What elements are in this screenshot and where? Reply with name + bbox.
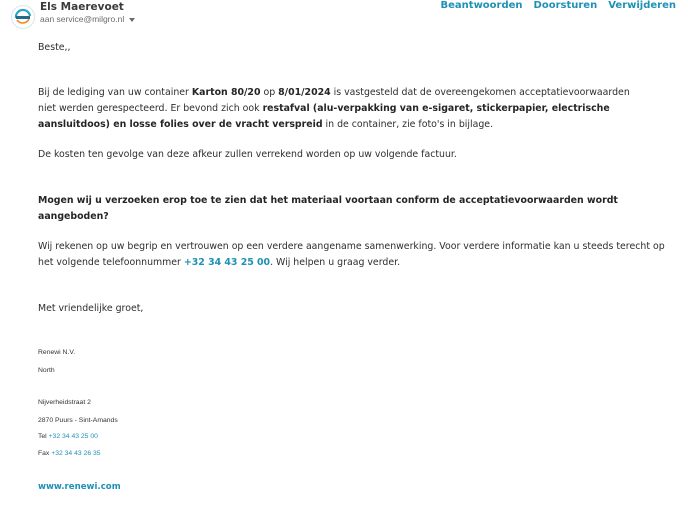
recipient-text: aan service@milgro.nl: [40, 14, 125, 24]
tel-label: Tel: [38, 433, 49, 440]
p4-text-2: . Wij helpen u graag verder.: [270, 257, 401, 268]
signature-city: 2870 Puurs - Sint-Amands: [38, 417, 118, 424]
p4-text-1: Wij rekenen op uw begrip en vertrouwen op een verdere aangename samenwerking. Voor verdere informatie kan u steeds terecht op het volgende telefoonnummer: [38, 241, 665, 268]
tel-link[interactable]: +32 34 43 25 00: [48, 433, 98, 440]
reply-button[interactable]: Beantwoorden: [440, 0, 523, 11]
signature-division: North: [38, 367, 55, 374]
delete-button[interactable]: Verwijderen: [608, 0, 676, 11]
waste-description: restafval (alu-verpakking van e-sigaret, stickerpapier, electrische aansluitdoos) en losse folies over de vracht verspreid: [38, 103, 610, 130]
message-actions: [441, 0, 676, 11]
paragraph-contact: [38, 239, 666, 271]
paragraph-costs: De kosten ten gevolge van deze afkeur zullen verrekend worden op uw volgende factuur.: [38, 149, 457, 160]
container-name: Karton 80/20: [191, 87, 261, 98]
chevron-down-icon[interactable]: [129, 18, 135, 22]
website-link[interactable]: www.renewi.com: [38, 482, 121, 492]
signature-street: Nijverheidstraat 2: [38, 399, 91, 406]
signature-fax: [38, 450, 101, 457]
signature-tel: [38, 433, 98, 440]
sender-name: Els Maerevoet: [40, 1, 124, 13]
signature-company: Renewi N.V.: [38, 349, 76, 356]
sender-avatar: [11, 5, 35, 29]
greeting: Beste,,: [38, 42, 71, 53]
paragraph-request: [38, 193, 672, 225]
fax-number: +32 34 43 26 35: [51, 450, 101, 457]
phone-link[interactable]: +32 34 43 25 00: [183, 257, 271, 268]
rejection-date: 8/01/2024: [278, 87, 331, 98]
p1-text-2: op: [260, 87, 279, 98]
forward-button[interactable]: Doorsturen: [533, 0, 598, 11]
renewi-logo-icon: [13, 7, 33, 27]
p1-text-3: is vastgesteld dat de overeengekomen acceptatievoorwaarden niet werden gerespecteerd. Er bevond zich ook: [38, 87, 630, 114]
recipient-line[interactable]: [40, 14, 135, 24]
request-text: Mogen wij u verzoeken erop toe te zien dat het materiaal voortaan conform de acceptatievoorwaarden wordt aangeboden?: [38, 195, 618, 222]
p1-text-4: in de container, zie foto's in bijlage.: [322, 119, 494, 130]
fax-label: Fax: [38, 450, 52, 457]
p1-text-1: Bij de lediging van uw container: [38, 87, 192, 98]
closing: Met vriendelijke groet,: [38, 303, 144, 314]
paragraph-rejection: [38, 85, 638, 133]
message-header: [0, 0, 688, 34]
message-body: [38, 40, 672, 317]
